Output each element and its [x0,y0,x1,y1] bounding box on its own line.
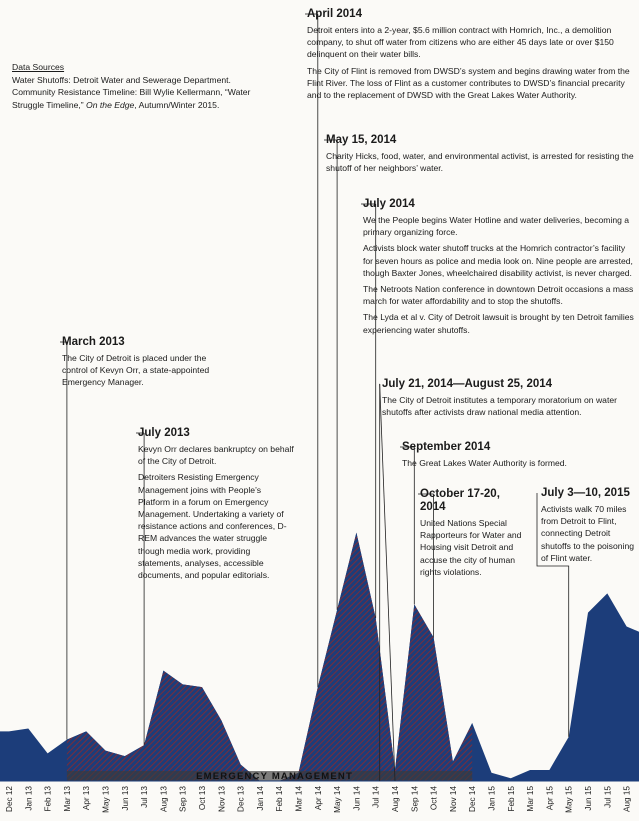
tick-label-dec-13: Dec 13 [236,786,246,812]
tick-label-may-14: May 14 [333,786,343,813]
annotation-sep-2014 [402,441,634,473]
source-publication: On the Edge [86,99,135,110]
tick-label-mar-15: Mar 15 [526,786,536,812]
annotation-title: April 2014 [307,8,362,20]
annotation-text: The Netroots Nation conference in downtown Detroit occasions a mass march for water affordability and to stop the shutoffs. [363,284,634,307]
annotation-text: We the People begins Water Hotline and water deliveries, becoming a primary organizing force. [363,215,630,238]
area-layer [0,533,639,781]
tick-label-jul-15: Jul 15 [603,786,613,808]
tick-label-jun-15: Jun 15 [584,786,593,811]
tick-label-jun-14: Jun 14 [352,786,362,811]
tick-label-sep-14: Sep 14 [410,786,420,812]
sources-title: Data Sources [12,62,65,72]
tick-label-jul-14: Jul 14 [371,786,381,808]
tick-label-jun-13: Jun 13 [120,786,130,811]
annotation-text: Charity Hicks, food, water, and environmental activist, is arrested for resisting the shutoff of her neighbors’ water. [326,151,634,174]
annotation-title: July 21, 2014—August 25, 2014 [382,378,553,390]
tick-label-feb-15: Feb 15 [506,786,516,812]
tick-label-feb-13: Feb 13 [43,786,53,812]
annotation-jul-aug-2014 [382,378,634,422]
tick-label-jul-13: Jul 13 [140,786,150,808]
annotation-text: The City of Detroit is placed under the control of Kevyn Orr, a state-appointed Emergency Manager. [62,353,210,388]
annotation-text: The City of Flint is removed from DWSD’s system and begins drawing water from the Flint River. The loss of Flint as a customer contributes to DWSD’s financial precarity and to the replacement of DWSD with the Great Lakes Water Authority. [307,65,630,101]
annotation-text: The City of Detroit institutes a temporary moratorium on water shutoffs after activists draw national media attention. [382,395,617,418]
tick-label-apr-15: Apr 15 [545,786,555,811]
tick-label-feb-14: Feb 14 [275,786,285,812]
tick-label-oct-13: Oct 13 [198,786,207,811]
annotation-text: Detroit enters into a 2-year, $5.6 million contract with Homrich, Inc., a demolition company, to shut off water from citizens who are either 45 days late or over $150 delinquent on their water bills. [307,25,614,60]
annotation-oct-2014 [420,488,528,582]
tick-label-nov-14: Nov 14 [448,786,458,812]
annotation-text: United Nations Special Rapporteurs for Water and Housing visit Detroit and accuse the city of human rights violations. [420,518,522,577]
tick-label-aug-15: Aug 15 [622,786,632,812]
annotation-title: July 2013 [138,427,190,439]
tick-label-nov-13: Nov 13 [217,786,227,812]
tick-label-oct-14: Oct 14 [429,786,439,811]
source-date: , Autumn/Winter 2015. [134,99,220,110]
source-water-shutoffs: Water Shutoffs: Detroit Water and Sewerage Department. [12,74,231,85]
tick-label-aug-13: Aug 13 [159,786,169,812]
annotation-text: Kevyn Orr declares bankruptcy on behalf of the City of Detroit. [138,444,294,467]
annotation-text: The Great Lakes Water Authority is formed. [402,458,567,468]
annotation-title: July 3—10, 2015 [541,487,630,499]
tick-label-may-15: May 15 [564,786,574,813]
tick-label-apr-14: Apr 14 [313,786,323,811]
annotation-title: May 15, 2014 [326,134,397,146]
tick-label-aug-14: Aug 14 [391,786,400,812]
annotation-title: September 2014 [402,441,491,453]
tick-label-jan-15: Jan 15 [487,786,497,811]
annotation-text: The Lyda et al v. City of Detroit lawsuit is brought by ten Detroit families experiencing water shutoffs. [363,312,634,335]
tick-label-jan-13: Jan 13 [24,786,34,811]
annotation-jul-2013 [138,427,294,585]
annotation-mar-2013 [62,336,212,393]
x-axis-ticks [5,786,639,813]
annotation-jul-2014 [363,198,635,340]
tick-label-mar-14: Mar 14 [294,786,304,812]
annotation-title: March 2013 [62,336,125,348]
annotation-apr-2014 [307,8,635,105]
annotation-text: Activists block water shutoff trucks at the Homrich contractor’s facility for seven hours as police and media look on. Nine people are arrested, though Baxter Jones, wheelchaired disability activist, is never charged. [363,243,633,278]
tick-label-may-13: May 13 [101,786,111,813]
tick-label-mar-13: Mar 13 [62,786,72,812]
annotation-text: Detroiters Resisting Emergency Management joins with People’s Platform in a forum on Emergency Management. Undertaking a variety of resistance actions and conferences, D-REM advances the water struggle though media work, providing statements, analyses, accessible documents, and popular editorials. [138,472,287,581]
annotation-title: October 17-20, 2014 [420,488,500,513]
tick-label-jan-14: Jan 14 [255,786,265,811]
em-band-label: EMERGENCY MANAGEMENT [196,771,353,782]
annotation-may-15-2014 [326,134,634,178]
annotation-text: Activists walk 70 miles from Detroit to Flint, connecting Detroit shutoffs to the poisoning of Flint water. [541,504,635,563]
source-resistance-timeline: Community Resistance Timeline: Bill Wylie Kellermann, “Water [12,87,251,98]
source-resistance-timeline-cont [12,99,250,112]
source-part: Struggle Timeline,” [12,99,87,110]
tick-label-dec-14: Dec 14 [468,786,478,812]
annotation-title: July 2014 [363,198,415,210]
tick-label-dec-12: Dec 12 [5,786,14,812]
data-sources [12,61,250,111]
tick-label-apr-13: Apr 13 [82,786,92,811]
annotation-jul-2015 [541,487,639,568]
tick-label-sep-13: Sep 13 [178,786,188,812]
